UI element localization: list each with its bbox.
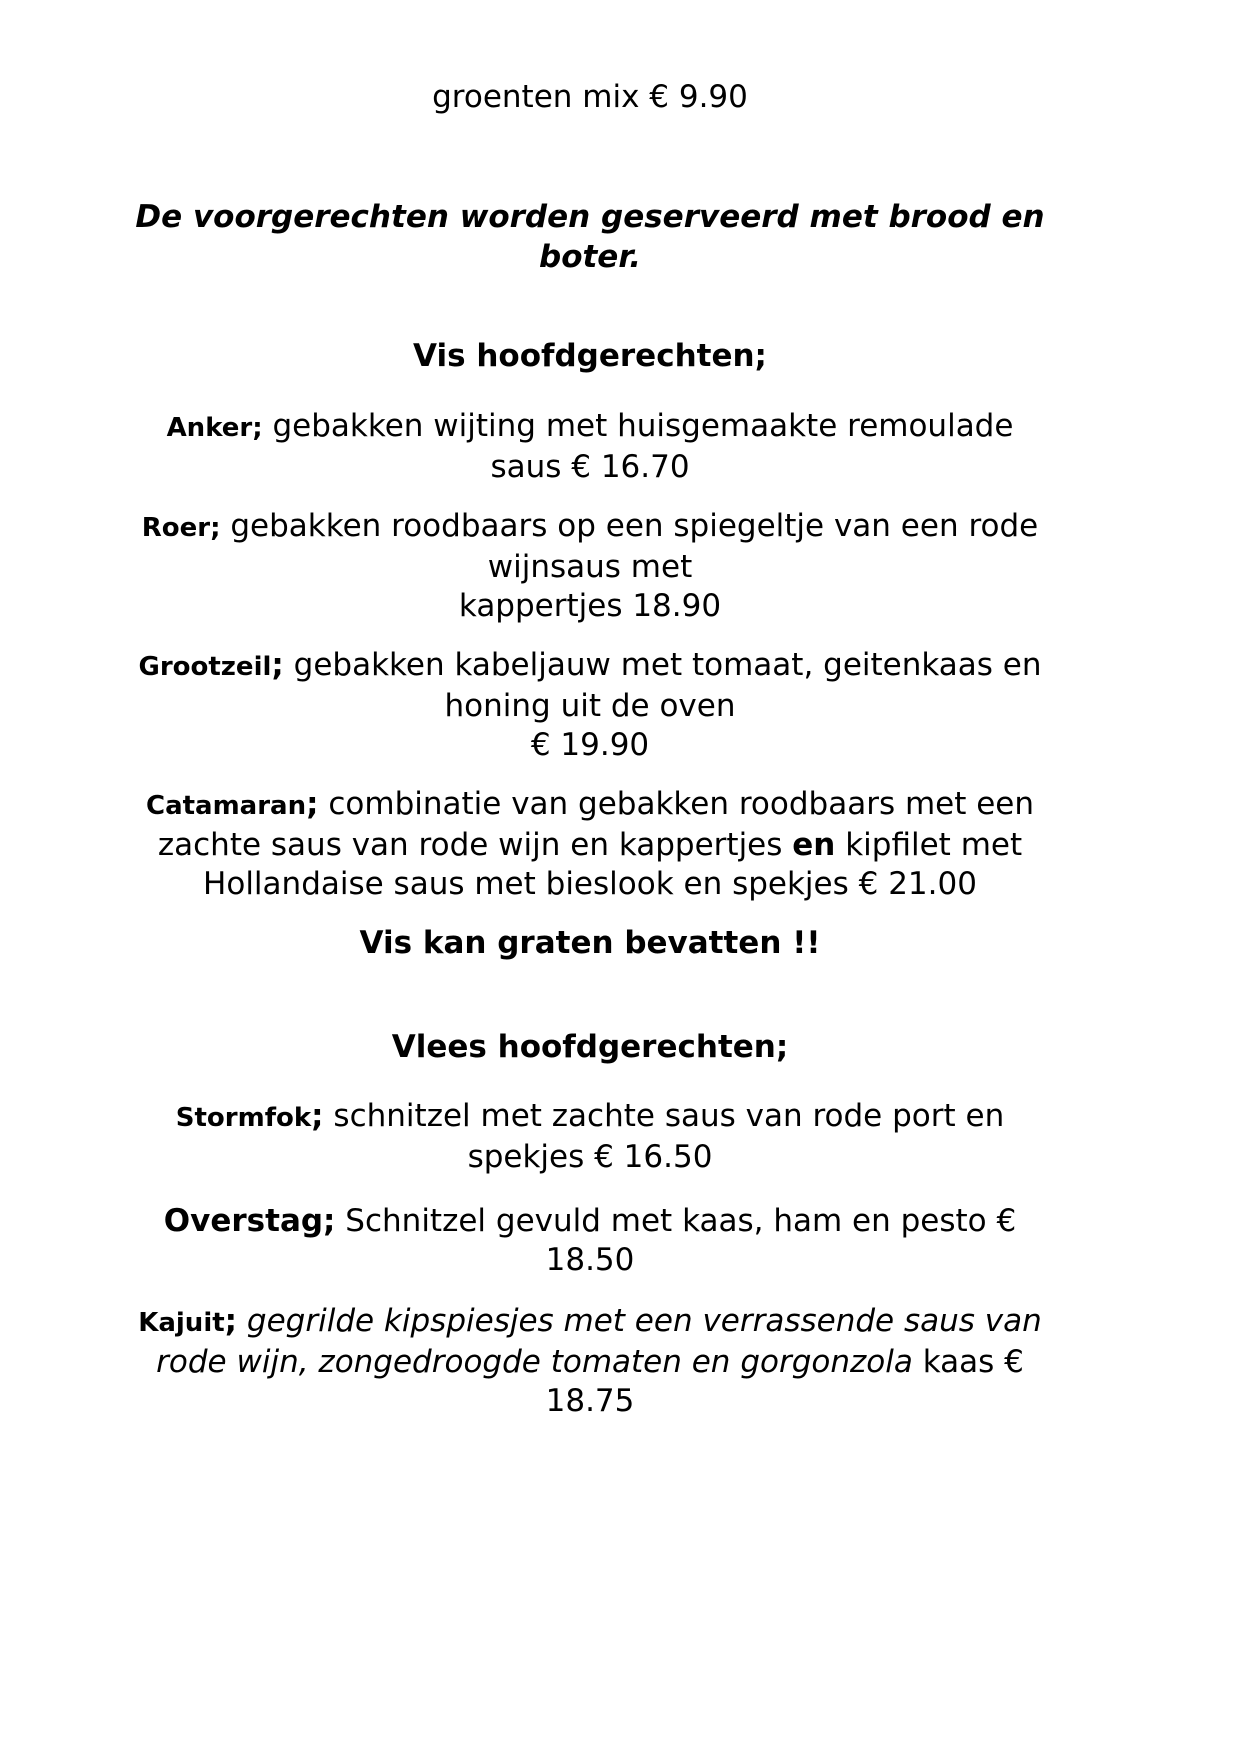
dish-kajuit-desc2-plain: kaas €: [912, 1344, 1024, 1380]
dish-kajuit-line3: 18.75: [545, 1383, 635, 1419]
dish-kajuit: [90, 1302, 1090, 1421]
dish-kajuit-desc2-italic: rode wijn, zongedroogde tomaten en gorgonzola: [156, 1344, 913, 1380]
dish-overstag-desc1: Schnitzel gevuld met kaas, ham en pesto €: [335, 1203, 1017, 1239]
dish-kajuit-line1: [90, 1302, 1090, 1343]
dish-roer-line1: [90, 507, 1090, 548]
dish-catamaran-semicolon: ;: [306, 786, 319, 822]
dish-overstag: [90, 1202, 1090, 1280]
dish-anker-desc1: gebakken wijting met huisgemaakte remoulade: [262, 408, 1014, 444]
dish-overstag-name: Overstag;: [163, 1203, 336, 1239]
meat-mains-heading-text: Vlees hoofdgerechten;: [391, 1029, 789, 1065]
dish-stormfok: [90, 1097, 1090, 1177]
dish-grootzeil-line3: € 19.90: [530, 727, 650, 763]
dish-catamaran-line3: Hollandaise saus met bieslook en spekjes € 21.00: [203, 866, 977, 902]
vegetable-mix-text: groenten mix € 9.90: [432, 79, 748, 115]
dish-grootzeil-semicolon: ;: [271, 647, 284, 683]
dish-grootzeil-line2: honing uit de oven: [444, 688, 736, 724]
fish-mains-heading-text: Vis hoofdgerechten;: [413, 338, 767, 374]
dish-catamaran-line1: [90, 785, 1090, 826]
dish-stormfok-desc1: schnitzel met zachte saus van rode port en: [323, 1098, 1005, 1134]
dish-stormfok-name: Stormfok: [175, 1103, 312, 1133]
starters-note: [90, 197, 1090, 277]
dish-grootzeil-line1: [90, 646, 1090, 687]
dish-grootzeil-name: Grootzeil: [138, 652, 272, 682]
dish-catamaran-desc1: combinatie van gebakken roodbaars met een: [318, 786, 1035, 822]
dish-grootzeil-desc1: gebakken kabeljauw met tomaat, geitenkaas en: [283, 647, 1042, 683]
fish-bones-warning: [90, 924, 1090, 963]
dish-kajuit-desc1: gegrilde kipspiesjes met een verrassende saus van: [237, 1303, 1042, 1339]
dish-anker-line2: saus € 16.70: [490, 449, 690, 485]
dish-catamaran: [90, 785, 1090, 904]
dish-anker-name: Anker;: [166, 413, 263, 443]
dish-roer-name: Roer;: [141, 513, 221, 543]
dish-roer-line2: wijnsaus met: [487, 549, 693, 585]
dish-stormfok-semicolon: ;: [311, 1098, 324, 1134]
dish-grootzeil: [90, 646, 1090, 765]
dish-roer-desc1: gebakken roodbaars op een spiegeltje van een rode: [220, 508, 1039, 544]
dish-anker: [90, 407, 1090, 487]
dish-kajuit-line2: [90, 1343, 1090, 1382]
meat-mains-heading: [90, 1028, 1090, 1067]
dish-stormfok-line2: spekjes € 16.50: [467, 1139, 713, 1175]
dish-roer-line3: kappertjes 18.90: [458, 588, 722, 624]
dish-catamaran-desc2b: kipfilet met: [835, 827, 1023, 863]
fish-bones-warning-text: Vis kan graten bevatten !!: [359, 925, 821, 961]
dish-anker-line1: [90, 407, 1090, 448]
dish-overstag-line2: 18.50: [545, 1242, 635, 1278]
dish-overstag-line1: [90, 1202, 1090, 1241]
dish-catamaran-name: Catamaran: [145, 791, 307, 821]
dish-roer: [90, 507, 1090, 626]
vegetable-mix-line: [90, 78, 1090, 117]
dish-catamaran-desc2-bold: en: [792, 827, 836, 863]
starters-note-line2: boter.: [539, 239, 641, 275]
dish-kajuit-name: Kajuit: [138, 1308, 225, 1338]
starters-note-line1: De voorgerechten worden geserveerd met brood en: [135, 199, 1045, 235]
dish-kajuit-semicolon: ;: [224, 1303, 238, 1339]
fish-mains-heading: [90, 337, 1090, 376]
dish-stormfok-line1: [90, 1097, 1090, 1138]
dish-catamaran-desc2a: zachte saus van rode wijn en kappertjes: [157, 827, 793, 863]
dish-catamaran-line2: [90, 826, 1090, 865]
